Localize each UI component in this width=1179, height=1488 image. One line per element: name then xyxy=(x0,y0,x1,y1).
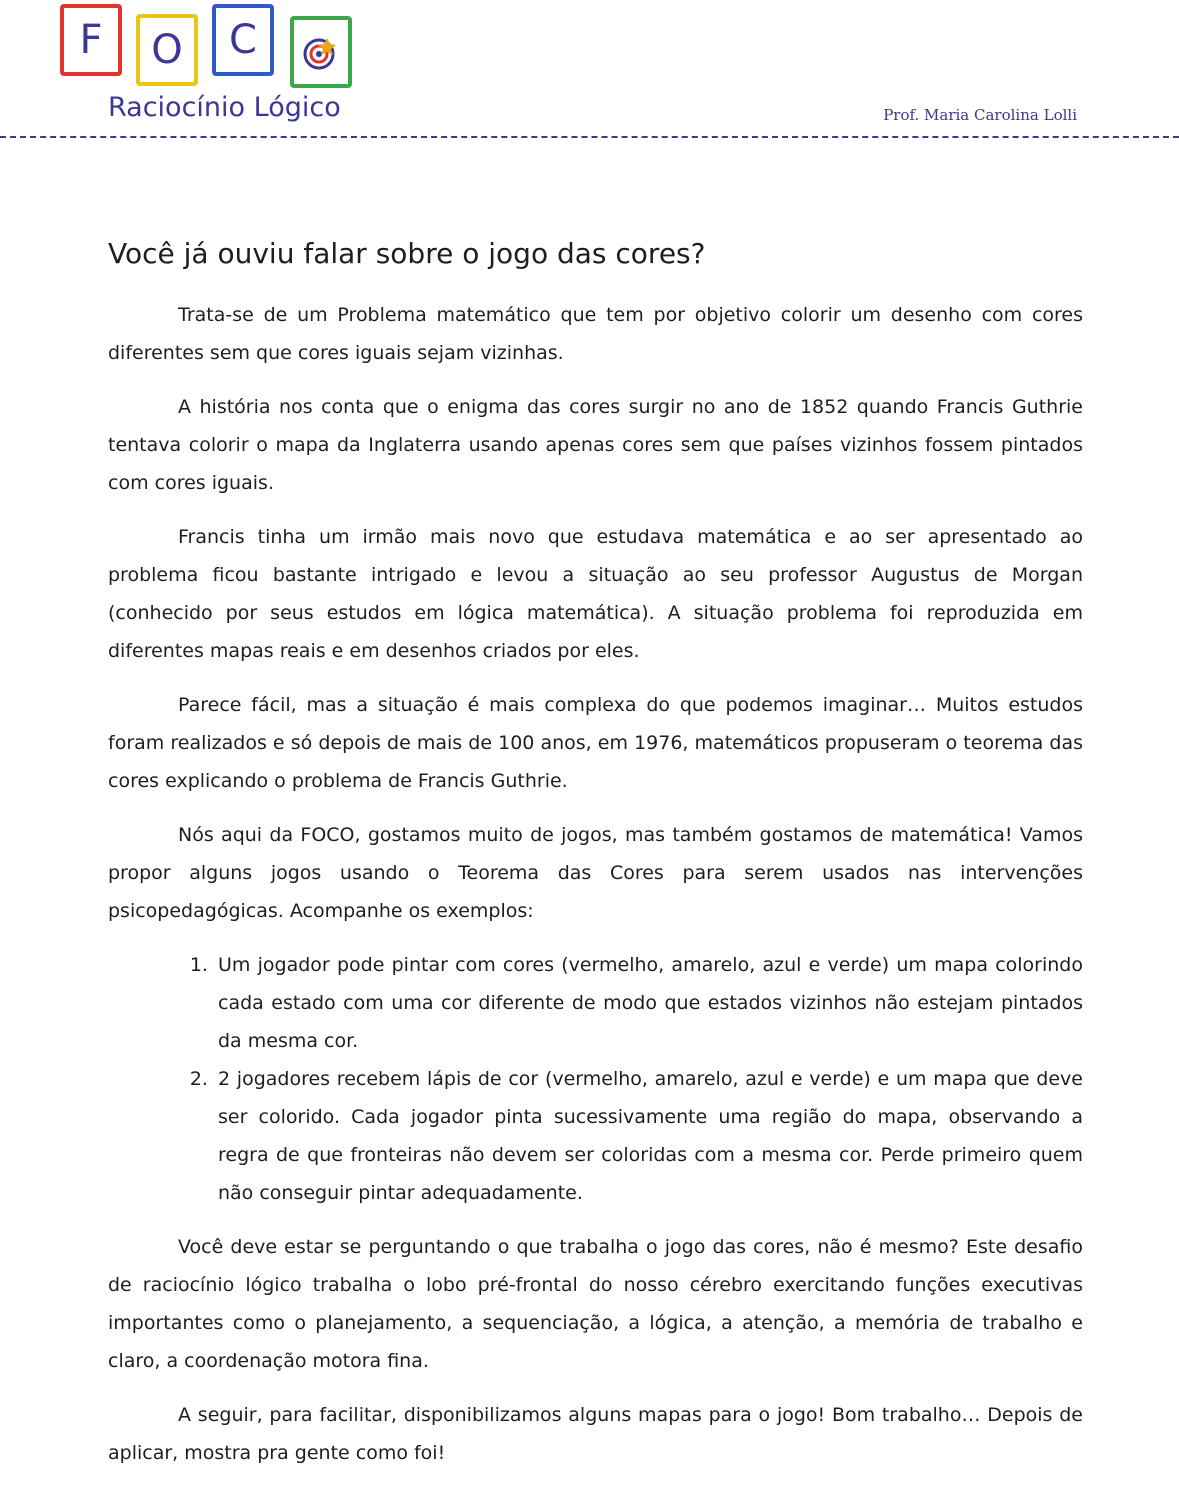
author-name: Prof. Maria Carolina Lolli xyxy=(883,106,1077,124)
list-item: 1. Um jogador pode pintar com cores (vermelho, amarelo, azul e verde) um mapa colorindo cada estado com uma cor diferente de modo que estados vizinhos não estejam pintados da mesma cor. xyxy=(214,946,1083,1060)
paragraph: A história nos conta que o enigma das cores surgir no ano de 1852 quando Francis Guthrie tentava colorir o mapa da Inglaterra usando apenas cores sem que países vizinhos fossem pintados com cores iguais. xyxy=(108,396,1083,494)
game-list xyxy=(108,946,1083,1212)
paragraph: Nós aqui da FOCO, gostamos muito de jogos, mas também gostamos de matemática! Vamos propor alguns jogos usando o Teorema das Cores para serem usados nas intervenções psicopedagógicas. Acompanhe os exemplos: xyxy=(108,824,1083,922)
paragraph: Francis tinha um irmão mais novo que estudava matemática e ao ser apresentado ao problema ficou bastante intrigado e levou a situação ao seu professor Augustus de Morgan (conhecido por seus estudos em lógica matemática). A situação problema foi reproduzida em diferentes mapas reais e em desenhos criados por eles. xyxy=(108,526,1083,662)
paragraph: A seguir, para facilitar, disponibilizamos alguns mapas para o jogo! Bom trabalho… Depois de aplicar, mostra pra gente como foi! xyxy=(108,1404,1083,1464)
paragraph: Você deve estar se perguntando o que trabalha o jogo das cores, não é mesmo? Este desafio de raciocínio lógico trabalha o lobo pré-frontal do nosso cérebro exercitando funções executivas importantes como o planejamento, a sequenciação, a lógica, a atenção, a memória de trabalho e claro, a coordenação motora fina. xyxy=(108,1236,1083,1372)
logo-block-c: C xyxy=(212,4,274,76)
header-divider xyxy=(0,136,1179,138)
foco-logo xyxy=(60,4,380,94)
logo-subtitle: Raciocínio Lógico xyxy=(108,92,341,123)
logo-block-o: O xyxy=(136,14,198,86)
article-title: Você já ouviu falar sobre o jogo das cores? xyxy=(108,237,706,270)
article xyxy=(108,230,1083,1488)
page-header xyxy=(0,0,1179,140)
paragraph: Trata-se de um Problema matemático que tem por objetivo colorir um desenho com cores diferentes sem que cores iguais sejam vizinhas. xyxy=(108,304,1083,364)
paragraph: Parece fácil, mas a situação é mais complexa do que podemos imaginar… Muitos estudos foram realizados e só depois de mais de 100 anos, em 1976, matemáticos propuseram o teorema das cores explicando o problema de Francis Guthrie. xyxy=(108,694,1083,792)
target-icon xyxy=(299,30,343,74)
list-item: 2. 2 jogadores recebem lápis de cor (vermelho, amarelo, azul e verde) e um mapa que deve ser colorido. Cada jogador pinta sucessivamente uma região do mapa, observando a regra de que fronteiras não devem ser coloridas com a mesma cor. Perde primeiro quem não conseguir pintar adequadamente. xyxy=(214,1060,1083,1212)
logo-block-f: F xyxy=(60,4,122,76)
logo-block-target xyxy=(290,16,352,88)
